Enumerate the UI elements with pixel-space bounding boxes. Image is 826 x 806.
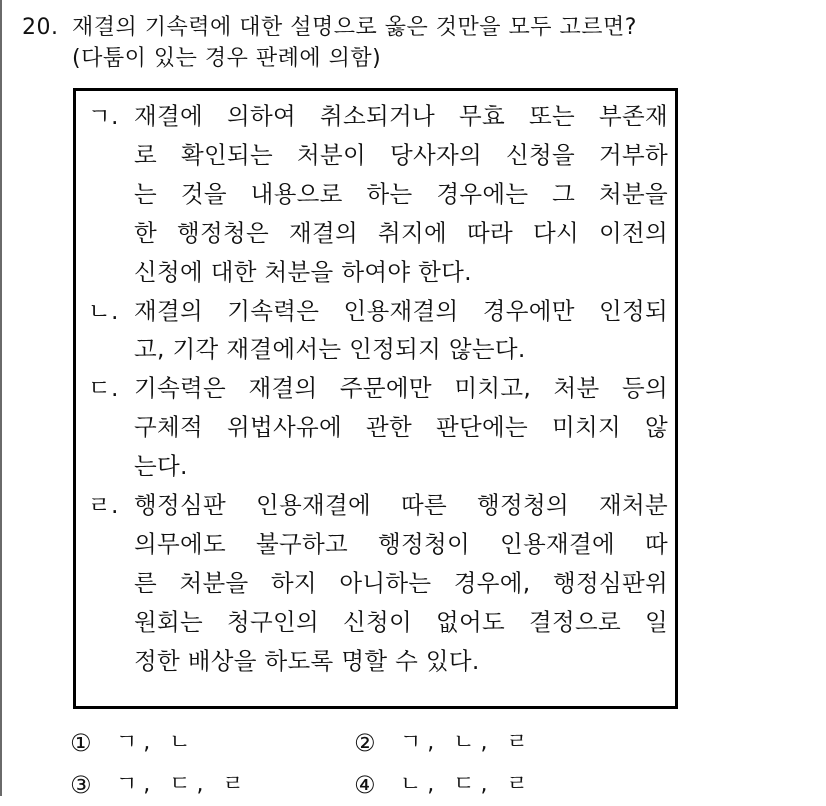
option-number: ③ xyxy=(70,771,92,799)
option-value: ㄱ, ㄷ, ㄹ xyxy=(116,772,250,797)
statement-line: 행정심판 인용재결에 따른 행정청의 재처분 xyxy=(134,491,668,520)
options-row-1 xyxy=(70,722,770,764)
statement-line: 기속력은 재결의 주문에만 미치고, 처분 등의 xyxy=(134,374,668,403)
option-value: ㄱ, ㄴ xyxy=(116,730,197,755)
question-line-1 xyxy=(22,12,812,43)
statement-text xyxy=(134,292,668,370)
option-number: ④ xyxy=(354,771,376,799)
statement-item-digeut xyxy=(88,369,668,486)
statement-item-nieun xyxy=(88,292,668,370)
statement-label: ㄴ. xyxy=(88,296,119,325)
statement-line: 구체적 위법사유에 관한 판단에는 미치지 않 xyxy=(134,413,668,442)
question-text: 재결의 기속력에 대한 설명으로 옳은 것만을 모두 고르면? xyxy=(72,15,637,40)
option-4[interactable] xyxy=(354,764,638,806)
statement-line: 고, 기각 재결에서는 인정되지 않는다. xyxy=(134,335,526,364)
statement-label: ㄹ. xyxy=(88,491,119,520)
statement-box xyxy=(73,88,678,709)
statement-line: 한 행정청은 재결의 취지에 따라 다시 이전의 xyxy=(134,218,668,247)
option-value: ㄱ, ㄴ, ㄹ xyxy=(400,730,534,755)
statement-line: 의무에도 불구하고 행정청이 인용재결에 따 xyxy=(134,529,668,558)
statement-item-rieul xyxy=(88,486,668,681)
question-line-2 xyxy=(22,43,812,74)
answer-options xyxy=(70,722,770,806)
option-3[interactable] xyxy=(70,764,354,806)
statement-text xyxy=(134,486,668,681)
statement-line: 로 확인되는 처분이 당사자의 신청을 거부하 xyxy=(134,140,668,169)
statement-line: 신청에 대한 처분을 하여야 한다. xyxy=(134,257,472,286)
option-number: ① xyxy=(70,729,92,757)
statement-text xyxy=(134,369,668,486)
statement-line: 원회는 청구인의 신청이 없어도 결정으로 일 xyxy=(134,607,668,636)
statement-line: 는다. xyxy=(134,452,188,481)
question-stem xyxy=(22,12,812,74)
statement-line: 재결의 기속력은 인용재결의 경우에만 인정되 xyxy=(134,296,668,325)
option-1[interactable] xyxy=(70,722,354,764)
option-2[interactable] xyxy=(354,722,638,764)
statement-label: ㄱ. xyxy=(88,102,119,130)
options-row-2 xyxy=(70,764,770,806)
option-value: ㄴ, ㄷ, ㄹ xyxy=(400,772,534,797)
statement-line: 정한 배상을 하도록 명할 수 있다. xyxy=(134,646,480,675)
option-number: ② xyxy=(354,729,376,757)
statement-item-giyeok xyxy=(88,97,668,292)
statement-line: 재결에 의하여 취소되거나 무효 또는 부존재 xyxy=(134,102,668,130)
statement-text xyxy=(134,97,668,292)
statement-label: ㄷ. xyxy=(88,374,119,403)
page-left-border xyxy=(0,0,2,796)
statement-list xyxy=(88,97,668,681)
question-number: 20. xyxy=(22,15,59,40)
statement-line: 는 것을 내용으로 하는 경우에는 그 처분을 xyxy=(134,179,668,208)
statement-line: 른 처분을 하지 아니하는 경우에, 행정심판위 xyxy=(134,568,668,597)
question-note: (다툼이 있는 경우 판례에 의함) xyxy=(72,46,382,71)
